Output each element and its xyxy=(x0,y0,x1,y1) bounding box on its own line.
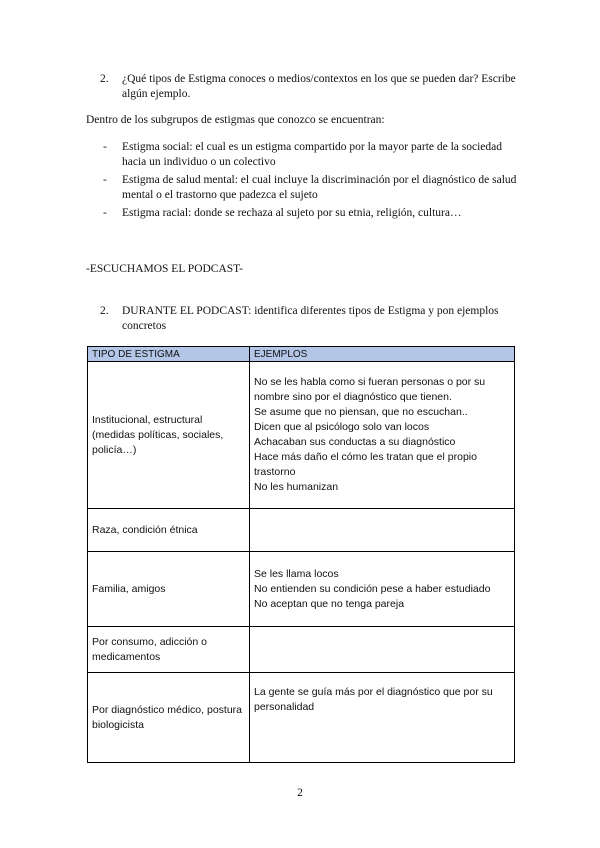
stigma-bullet-list xyxy=(100,140,520,224)
bullet-dash: - xyxy=(103,141,107,153)
question-1-number: 2. xyxy=(100,73,109,85)
table-row xyxy=(88,673,515,763)
bullet-dash: - xyxy=(103,174,107,186)
bullet-dash: - xyxy=(103,207,107,219)
list-item xyxy=(100,140,520,170)
question-2-text: DURANTE EL PODCAST: identifica diferentes tipos de Estigma y pon ejemplos concretos xyxy=(122,305,499,332)
example-line: Dicen que al psicólogo solo van locos xyxy=(254,421,430,433)
example-line: Se asume que no piensan, que no escuchan.. xyxy=(254,406,468,418)
table-row xyxy=(88,627,515,673)
question-1-text: ¿Qué tipos de Estigma conoces o medios/contextos en los que se pueden dar? Escribe algún ejemplo. xyxy=(122,73,516,100)
example-line: No se les habla como si fueran personas o por su nombre sino por el diagnóstico que tienen. xyxy=(254,376,486,403)
stigma-type-cell: Institucional, estructural (medidas políticas, sociales, policía…) xyxy=(88,362,250,509)
example-line: No entienden su condición pese a haber estudiado xyxy=(254,582,491,595)
example-line: Hace más daño el cómo les tratan que el propio trastorno xyxy=(254,451,477,478)
table-header-row xyxy=(88,347,515,362)
example-line: Se les llama locos xyxy=(254,567,339,580)
stigma-type-cell: Por consumo, adicción o medicamentos xyxy=(88,627,250,673)
example-line: Achacaban sus conductas a su diagnóstico xyxy=(254,436,456,448)
examples-cell xyxy=(250,362,515,509)
example-line: No aceptan que no tenga pareja xyxy=(254,597,405,610)
question-2-number: 2. xyxy=(100,305,109,317)
examples-cell xyxy=(250,509,515,552)
table-row xyxy=(88,509,515,552)
stigma-type-cell: Familia, amigos xyxy=(88,552,250,627)
examples-cell xyxy=(250,627,515,673)
table-row xyxy=(88,552,515,627)
example-line: La gente se guía más por el diagnóstico que por su personalidad xyxy=(254,686,493,713)
stigma-table xyxy=(87,346,515,763)
list-item-text: Estigma social: el cual es un estigma compartido por la mayor parte de la sociedad hacia un individuo o un colectivo xyxy=(122,141,503,168)
stigma-type-cell: Raza, condición étnica xyxy=(88,509,250,552)
example-line: No les humanizan xyxy=(254,481,339,493)
examples-cell xyxy=(250,673,515,763)
page-number: 2 xyxy=(297,787,303,799)
intro-paragraph: Dentro de los subgrupos de estigmas que conozco se encuentran: xyxy=(86,114,385,126)
column-header-type: TIPO DE ESTIGMA xyxy=(88,347,250,362)
list-item-text: Estigma de salud mental: el cual incluye la discriminación por el diagnóstico de salud mental o el trastorno que padezca el sujeto xyxy=(122,174,517,201)
examples-cell xyxy=(250,552,515,627)
list-item-text: Estigma racial: donde se rechaza al sujeto por su etnia, religión, cultura… xyxy=(122,207,462,219)
section-title: -ESCUCHAMOS EL PODCAST- xyxy=(86,263,243,275)
list-item xyxy=(100,206,520,221)
table-row xyxy=(88,362,515,509)
list-item xyxy=(100,173,520,203)
stigma-type-cell: Por diagnóstico médico, postura biologicista xyxy=(88,673,250,763)
column-header-examples: EJEMPLOS xyxy=(250,347,515,362)
